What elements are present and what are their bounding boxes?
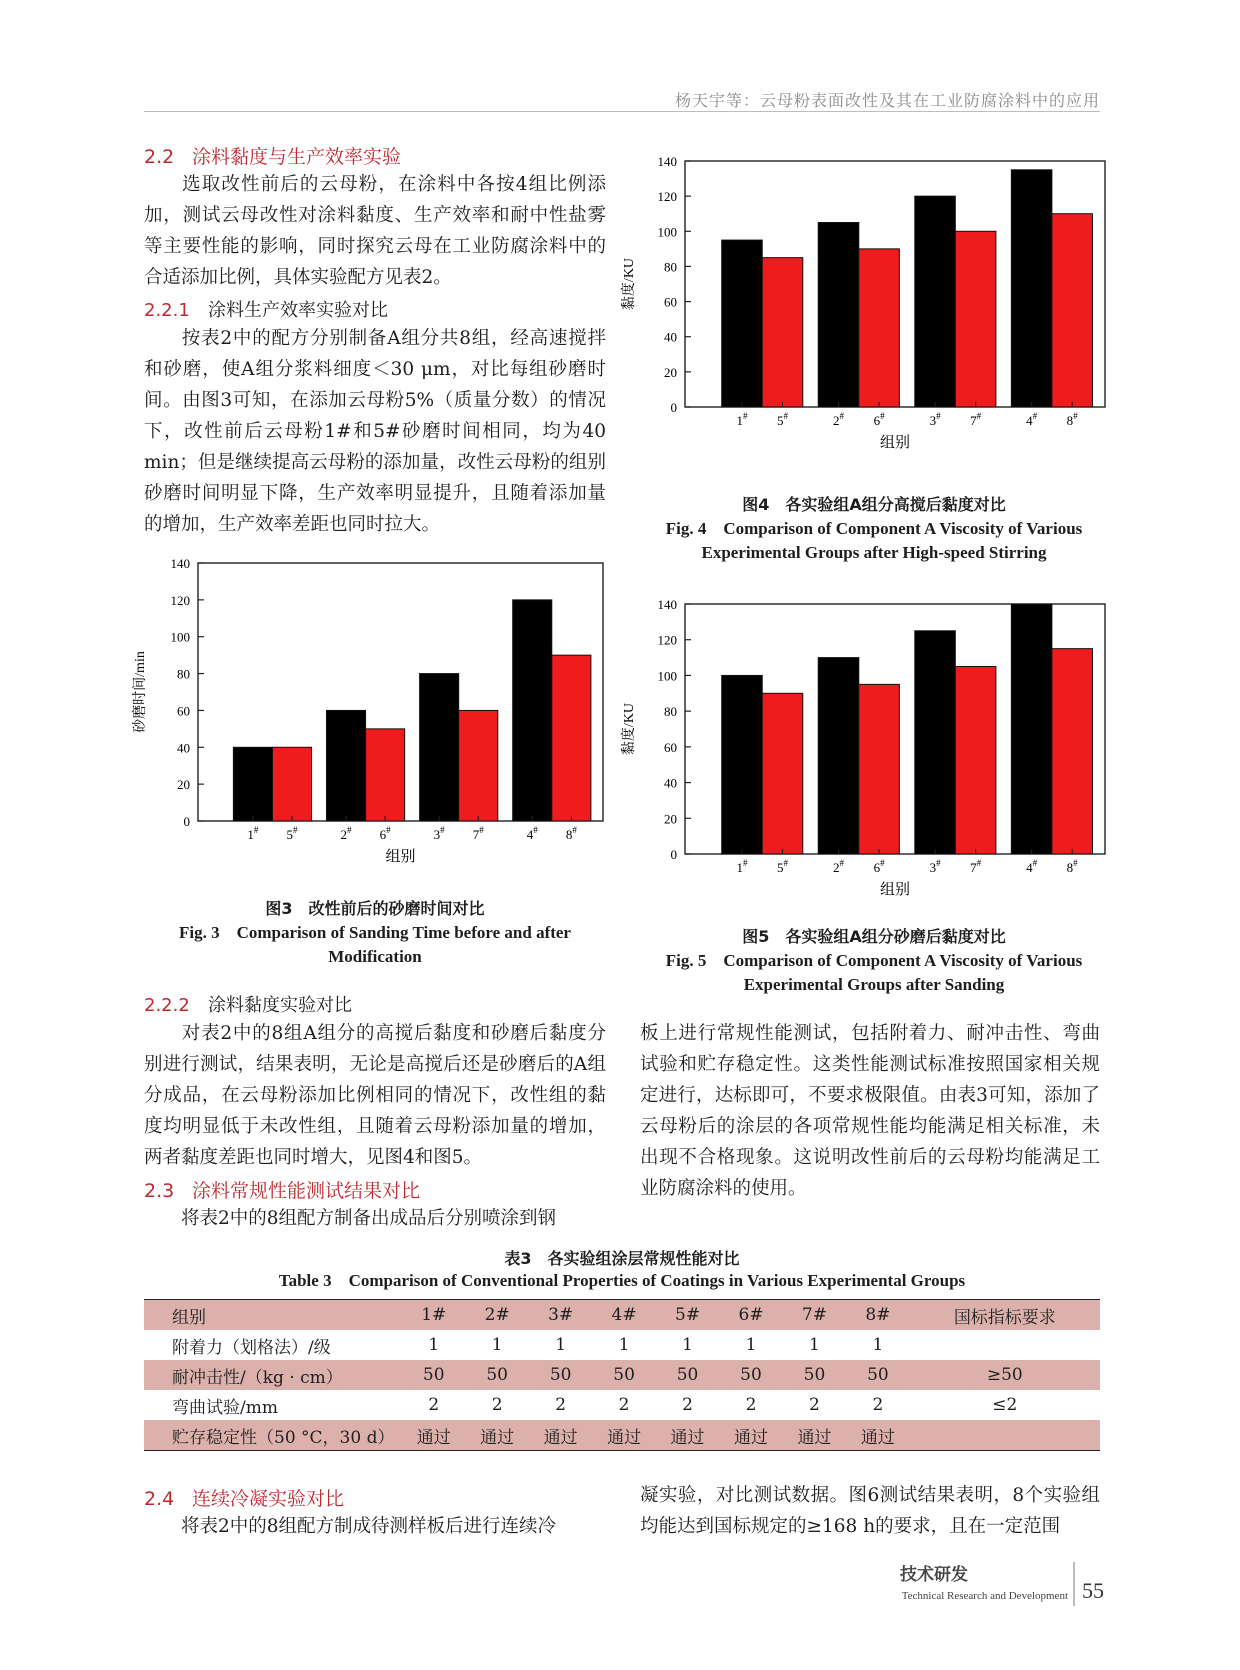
bar-7 bbox=[955, 667, 996, 855]
bar-2 bbox=[818, 658, 859, 854]
y-tick-label: 0 bbox=[670, 847, 677, 862]
y-tick-label: 60 bbox=[664, 739, 677, 755]
y-tick-label: 0 bbox=[670, 400, 677, 415]
x-tick-label: 1# bbox=[247, 825, 259, 842]
table-cell: 4# bbox=[592, 1300, 655, 1330]
paragraph-1-text: 选取改性前后的云母粉，在涂料中各按4组比例添加，测试云母改性对涂料黏度、生产效率和耐中性盐雾等主要性能的影响，同时探究云母在工业防腐涂料中的合适添加比例，具体实验配方见表2。 bbox=[144, 174, 606, 288]
y-tick-label: 100 bbox=[170, 629, 190, 645]
table-cell: 2 bbox=[618, 1395, 630, 1415]
properties-table bbox=[144, 1300, 1100, 1450]
y-tick-label: 80 bbox=[664, 704, 677, 720]
y-tick-label: 120 bbox=[170, 592, 190, 608]
y-tick-label: 60 bbox=[664, 294, 677, 310]
bar-8 bbox=[1052, 649, 1093, 854]
y-tick-label: 40 bbox=[664, 329, 677, 345]
bar-7 bbox=[459, 710, 498, 821]
bar-1 bbox=[722, 675, 763, 854]
bar-6 bbox=[366, 729, 405, 821]
table-cell: 50 bbox=[402, 1360, 465, 1390]
paragraph-5-continued: 凝实验，对比测试数据。图6测试结果表明，8个实验组均能达到国标规定的≥168 h的要求，且在一定范围 bbox=[640, 1485, 1100, 1537]
table-cell: 通过 bbox=[529, 1420, 592, 1450]
paragraph-4-continued: 板上进行常规性能测试，包括附着力、耐冲击性、弯曲试验和贮存稳定性。这类性能测试标准按照国家相关规定进行，达标即可，不要求极限值。由表3可知，添加了云母粉后的涂层的各项常规性能均能满足相关标准，未出现不合格现象。这说明改性前后的云母粉均能满足工业防腐涂料的使用。 bbox=[640, 1023, 1100, 1199]
paragraph-1 bbox=[144, 169, 606, 293]
table-cell: 3# bbox=[529, 1300, 592, 1330]
section-title: 涂料黏度与生产效率实验 bbox=[192, 146, 402, 168]
table-cell: 2 bbox=[555, 1395, 567, 1415]
y-tick-label: 40 bbox=[664, 775, 677, 791]
table-cell: 50 bbox=[783, 1360, 846, 1390]
table-cell: 1 bbox=[809, 1335, 820, 1355]
x-tick-label: 4# bbox=[1026, 411, 1038, 428]
table-3 bbox=[144, 1299, 1100, 1451]
page-number: 55 bbox=[1082, 1578, 1104, 1603]
table-cell: 1 bbox=[872, 1335, 884, 1355]
table-cell: 弯曲试验/mm bbox=[172, 1397, 278, 1418]
x-tick-label: 6# bbox=[873, 411, 885, 428]
table-cell: 50 bbox=[529, 1360, 592, 1390]
x-tick-label: 3# bbox=[929, 858, 941, 875]
x-tick-label: 7# bbox=[970, 411, 982, 428]
section-2-2-1-heading bbox=[144, 296, 388, 322]
table-cell: 1 bbox=[682, 1335, 693, 1355]
paragraph-4-start-text: 将表2中的8组配方制备出成品后分别喷涂到钢 bbox=[181, 1208, 557, 1229]
x-tick-label: 8# bbox=[565, 825, 577, 842]
bar-3 bbox=[915, 631, 956, 854]
table-3-caption-zh: 表3 各实验组涂层常规性能对比 bbox=[504, 1249, 740, 1268]
table-cell: 2 bbox=[745, 1395, 757, 1415]
table-cell: 2 bbox=[428, 1395, 440, 1415]
x-tick-label: 8# bbox=[1066, 411, 1078, 428]
table-row bbox=[144, 1330, 1100, 1360]
y-tick-label: 100 bbox=[657, 668, 677, 684]
y-tick-label: 140 bbox=[657, 154, 677, 169]
x-tick-label: 5# bbox=[777, 411, 789, 428]
table-cell: 组别 bbox=[144, 1300, 402, 1330]
paragraph-5-start bbox=[144, 1511, 606, 1542]
paragraph-4-start bbox=[144, 1203, 606, 1234]
bar-8 bbox=[1052, 214, 1093, 407]
figure-3-chart bbox=[133, 555, 610, 904]
y-tick-label: 20 bbox=[664, 811, 677, 827]
table-cell: 2 bbox=[872, 1395, 884, 1415]
fig5-svg bbox=[622, 597, 1110, 918]
table-cell: 1 bbox=[428, 1335, 440, 1355]
table-cell: 50 bbox=[846, 1360, 909, 1390]
table-cell: 5# bbox=[656, 1300, 719, 1330]
table-cell: 8# bbox=[846, 1300, 909, 1330]
figure-4-caption-en: Fig. 4 Comparison of Component A Viscosity of Various Experimental Groups after High-speed Stirring bbox=[665, 519, 1083, 562]
y-tick-label: 80 bbox=[664, 259, 677, 275]
bar-2 bbox=[818, 223, 859, 408]
section-number: 2.2 bbox=[144, 146, 175, 168]
bar-7 bbox=[955, 231, 996, 407]
table-row bbox=[144, 1390, 1100, 1420]
paragraph-2-text: 按表2中的配方分别制备A组分共8组，经高速搅拌和砂磨，使A组分浆料细度＜30 μm，对比每组砂磨时间。由图3可知，在添加云母粉5%（质量分数）的情况下，改性前后云母粉1#和5#砂磨时间相同，均为40 min；但是继续提高云母粉的添加量，改性云母粉的组别砂磨时间明显下降，生产效率明显提升，且随着添加量的增加，生产效率差距也同时拉大。 bbox=[144, 328, 606, 535]
table-cell: 2 bbox=[682, 1395, 693, 1415]
y-tick-label: 140 bbox=[657, 597, 677, 612]
x-axis-title: 组别 bbox=[879, 882, 911, 898]
y-tick-label: 60 bbox=[177, 703, 190, 719]
section-2-3-heading bbox=[144, 1176, 420, 1203]
section-number: 2.4 bbox=[144, 1488, 175, 1510]
table-cell bbox=[910, 1420, 1100, 1450]
table-cell: ≥50 bbox=[910, 1360, 1100, 1390]
section-number: 2.2.2 bbox=[144, 995, 190, 1016]
y-tick-label: 40 bbox=[177, 740, 190, 756]
table-cell: 50 bbox=[656, 1360, 719, 1390]
bar-1 bbox=[722, 240, 763, 407]
figure-3-caption-zh: 图3 改性前后的砂磨时间对比 bbox=[265, 899, 485, 918]
table-cell: ≤2 bbox=[992, 1395, 1018, 1415]
table-cell: 50 bbox=[592, 1360, 655, 1390]
bar-1 bbox=[233, 747, 272, 821]
header-rule bbox=[144, 111, 1100, 112]
fig4-svg bbox=[622, 154, 1110, 475]
figure-3-caption-en: Fig. 3 Comparison of Sanding Time before and after Modification bbox=[179, 923, 571, 966]
bar-3 bbox=[420, 674, 459, 821]
y-axis-title: 黏度/KU bbox=[622, 257, 637, 311]
table-cell: 耐冲击性/（kg · cm） bbox=[144, 1360, 402, 1390]
table-cell bbox=[910, 1330, 1100, 1360]
y-tick-label: 80 bbox=[177, 666, 190, 682]
section-title: 涂料常规性能测试结果对比 bbox=[192, 1180, 421, 1202]
section-2-2-2-heading bbox=[144, 991, 352, 1017]
x-tick-label: 4# bbox=[1026, 858, 1038, 875]
x-tick-label: 7# bbox=[970, 858, 982, 875]
x-tick-label: 1# bbox=[736, 858, 748, 875]
figure-5-caption-en: Fig. 5 Comparison of Component A Viscosity of Various Experimental Groups after Sanding bbox=[665, 951, 1083, 994]
table-cell: 2 bbox=[491, 1395, 503, 1415]
x-tick-label: 5# bbox=[286, 825, 298, 842]
y-tick-label: 100 bbox=[657, 224, 677, 240]
x-tick-label: 3# bbox=[929, 411, 941, 428]
x-tick-label: 2# bbox=[340, 825, 352, 842]
x-axis-title: 组别 bbox=[385, 849, 416, 865]
table-cell: 7# bbox=[783, 1300, 846, 1330]
bar-4 bbox=[1011, 170, 1052, 407]
table-cell: 1 bbox=[745, 1335, 757, 1355]
table-cell: 通过 bbox=[592, 1420, 655, 1450]
table-cell: 国标指标要求 bbox=[910, 1300, 1100, 1330]
table-cell: 通过 bbox=[402, 1420, 465, 1450]
figure-5-chart bbox=[622, 597, 1110, 922]
x-tick-label: 4# bbox=[526, 825, 538, 842]
table-cell: 1 bbox=[555, 1335, 567, 1355]
y-axis-title: 黏度/KU bbox=[622, 702, 637, 756]
paragraph-2 bbox=[144, 323, 606, 540]
y-tick-label: 120 bbox=[657, 189, 677, 205]
footer-section-en: Technical Research and Development bbox=[901, 1590, 1068, 1602]
footer-section-zh: 技术研发 bbox=[900, 1565, 968, 1585]
y-tick-label: 0 bbox=[183, 814, 190, 829]
x-tick-label: 7# bbox=[472, 825, 484, 842]
x-tick-label: 8# bbox=[1066, 858, 1078, 875]
table-cell: 通过 bbox=[465, 1420, 528, 1450]
paragraph-3-text: 对表2中的8组A组分的高搅后黏度和砂磨后黏度分别进行测试，结果表明，无论是高搅后还是砂磨后的A组分成品，在云母粉添加比例相同的情况下，改性组的黏度均明显低于未改性组，且随着云母粉添加量的增加，两者黏度差距也同时增大，见图4和图5。 bbox=[144, 1023, 606, 1168]
x-axis-title: 组别 bbox=[879, 435, 911, 451]
bar-4 bbox=[513, 600, 552, 821]
section-number: 2.3 bbox=[144, 1180, 175, 1202]
y-tick-label: 140 bbox=[170, 556, 190, 571]
table-cell: 6# bbox=[719, 1300, 782, 1330]
bar-6 bbox=[859, 684, 900, 854]
x-tick-label: 3# bbox=[433, 825, 445, 842]
paragraph-3 bbox=[144, 1018, 606, 1173]
bar-6 bbox=[859, 249, 900, 407]
table-cell: 1 bbox=[618, 1335, 630, 1355]
bar-8 bbox=[552, 655, 591, 821]
x-tick-label: 2# bbox=[833, 411, 845, 428]
footer-divider bbox=[1073, 1562, 1075, 1606]
section-number: 2.2.1 bbox=[144, 300, 190, 321]
y-tick-label: 20 bbox=[177, 777, 190, 793]
figure-4-caption-zh: 图4 各实验组A组分高搅后黏度对比 bbox=[742, 495, 1006, 514]
table-header-row bbox=[144, 1300, 1100, 1330]
table-cell: 贮存稳定性（50 °C，30 d） bbox=[144, 1420, 402, 1450]
table-cell: 50 bbox=[465, 1360, 528, 1390]
x-tick-label: 6# bbox=[379, 825, 391, 842]
x-tick-label: 2# bbox=[833, 858, 845, 875]
table-cell: 通过 bbox=[783, 1420, 846, 1450]
section-title: 连续冷凝实验对比 bbox=[192, 1488, 345, 1510]
bar-4 bbox=[1011, 604, 1052, 854]
table-cell: 1 bbox=[491, 1335, 503, 1355]
table-row bbox=[144, 1420, 1100, 1450]
bar-5 bbox=[762, 258, 803, 407]
bar-5 bbox=[762, 693, 803, 854]
bar-3 bbox=[915, 196, 956, 407]
x-tick-label: 5# bbox=[777, 858, 789, 875]
running-header: 杨天宇等：云母粉表面改性及其在工业防腐涂料中的应用 bbox=[674, 91, 1100, 110]
x-tick-label: 1# bbox=[736, 411, 748, 428]
table-row bbox=[144, 1360, 1100, 1390]
figure-5-caption-zh: 图5 各实验组A组分砂磨后黏度对比 bbox=[742, 927, 1006, 946]
section-title: 涂料黏度实验对比 bbox=[208, 995, 352, 1016]
bar-2 bbox=[326, 710, 365, 821]
fig3-svg bbox=[133, 555, 610, 900]
paragraph-5-start-text: 将表2中的8组配方制成待测样板后进行连续冷 bbox=[181, 1516, 557, 1537]
figure-4-chart bbox=[622, 154, 1110, 479]
y-axis-title: 砂磨时间/min bbox=[133, 651, 148, 733]
table-cell: 附着力（划格法）/级 bbox=[172, 1337, 331, 1358]
table-body bbox=[144, 1300, 1100, 1450]
table-cell: 2# bbox=[465, 1300, 528, 1330]
table-cell: 通过 bbox=[846, 1420, 909, 1450]
table-cell: 1# bbox=[402, 1300, 465, 1330]
bar-5 bbox=[272, 747, 311, 821]
section-2-2-heading bbox=[144, 142, 401, 169]
table-cell: 50 bbox=[719, 1360, 782, 1390]
table-cell: 通过 bbox=[656, 1420, 719, 1450]
table-cell: 通过 bbox=[719, 1420, 782, 1450]
section-title: 涂料生产效率实验对比 bbox=[208, 300, 388, 321]
table-3-caption-en: Table 3 Comparison of Conventional Properties of Coatings in Various Experimental Groups bbox=[278, 1271, 966, 1290]
section-2-4-heading bbox=[144, 1484, 344, 1511]
table-cell: 2 bbox=[809, 1395, 820, 1415]
y-tick-label: 20 bbox=[664, 364, 677, 380]
y-tick-label: 120 bbox=[657, 632, 677, 648]
x-tick-label: 6# bbox=[873, 858, 885, 875]
